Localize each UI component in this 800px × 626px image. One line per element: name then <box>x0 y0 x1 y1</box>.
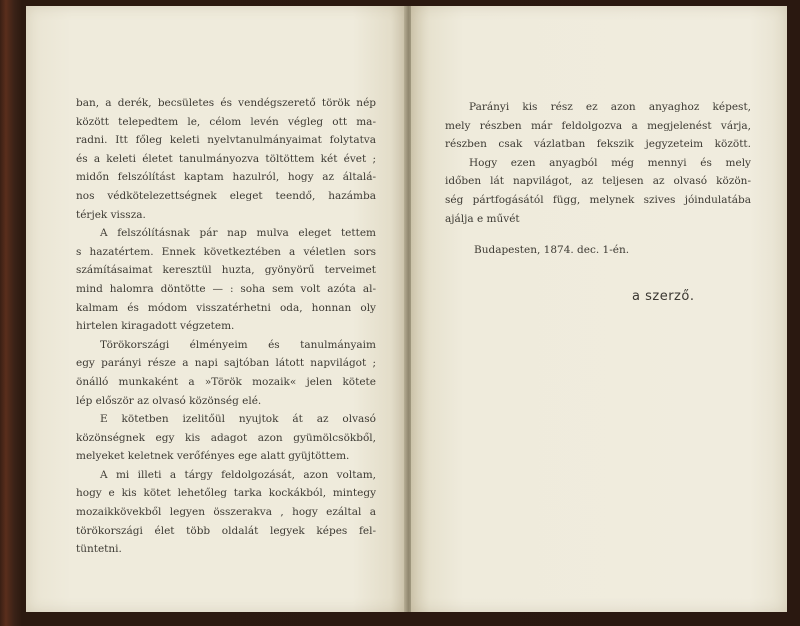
text-line: midőn felszólítást kaptam hazulról, hogy az általá- <box>76 171 376 184</box>
text-line: időben lát napvilágot, az teljesen az olvasó közön- <box>445 175 751 188</box>
text-line: részben csak vázlatban fekszik jegyzeteim között. <box>445 138 751 151</box>
text-line: Parányi kis rész ez azon anyaghoz képest, <box>469 101 751 113</box>
date-line: Budapesten, 1874. dec. 1-én. <box>474 244 630 256</box>
text-line: között telepedtem le, célom levén végleg ott ma- <box>76 115 376 128</box>
text-line: s hazatértem. Ennek következtében a véletlen sors <box>76 245 376 258</box>
text-line: számításaimat keresztül huzta, gyönyörű terveimet <box>76 264 376 277</box>
text-line: nos védkötelezettségnek eleget teendő, hazámba <box>76 189 376 202</box>
text-line: hogy e kis kötet lehetőleg tarka kockákból, mintegy <box>76 487 376 500</box>
left-page-text <box>76 94 376 559</box>
text-line: A felszólításnak pár nap mulva eleget tettem <box>100 227 376 240</box>
right-page-text <box>445 98 751 228</box>
text-line: radni. Itt főleg keleti nyelvtanulmányaimat folytatva <box>76 134 376 147</box>
text-line: önálló munkaként a »Török mozaik« jelen kötete <box>76 375 376 388</box>
text-line: törökországi élet több oldalát legyek képes fel- <box>76 524 376 537</box>
text-line: ajálja e művét <box>445 212 520 225</box>
text-line: és a keleti életet tanulmányozva töltöttem két évet ; <box>76 152 376 165</box>
text-line: közönségnek egy kis adagot azon gyümölcsökből, <box>76 431 376 444</box>
right-page <box>411 6 787 612</box>
text-line: E kötetben izelitőül nyujtok át az olvasó <box>100 413 376 426</box>
text-line: A mi illeti a tárgy feldolgozását, azon voltam, <box>100 468 376 481</box>
text-line: Hogy ezen anyagból még mennyi és mely <box>469 156 751 169</box>
text-line: hirtelen kiragadott végzetem. <box>76 320 235 333</box>
author-signature: a szerző. <box>632 289 695 304</box>
text-line: mely részben már feldolgozva a megjelenést várja, <box>445 119 751 132</box>
text-line: kalmam és módom visszatérhetni oda, honnan oly <box>76 301 376 314</box>
text-line: térjek vissza. <box>76 208 146 221</box>
text-line: egy parányi része a napi sajtóban látott napvilágot ; <box>76 357 376 370</box>
text-line: ség pártfogásától függ, melynek szives jóindulatába <box>445 193 751 206</box>
text-line: lép először az olvasó közönség elé. <box>76 394 262 407</box>
text-line: ban, a derék, becsületes és vendégszerető török nép <box>76 97 376 109</box>
text-line: melyeket keletnek verőfényes ege alatt gyüjtöttem. <box>76 450 350 463</box>
text-line: tüntetni. <box>76 543 122 556</box>
text-line: mind halomra döntötte — : soha sem volt azóta al- <box>76 282 376 295</box>
text-line: Törökországi élményeim és tanulmányaim <box>100 338 376 351</box>
text-line: mozaikkövekből legyen összerakva , hogy ezáltal a <box>76 506 376 519</box>
